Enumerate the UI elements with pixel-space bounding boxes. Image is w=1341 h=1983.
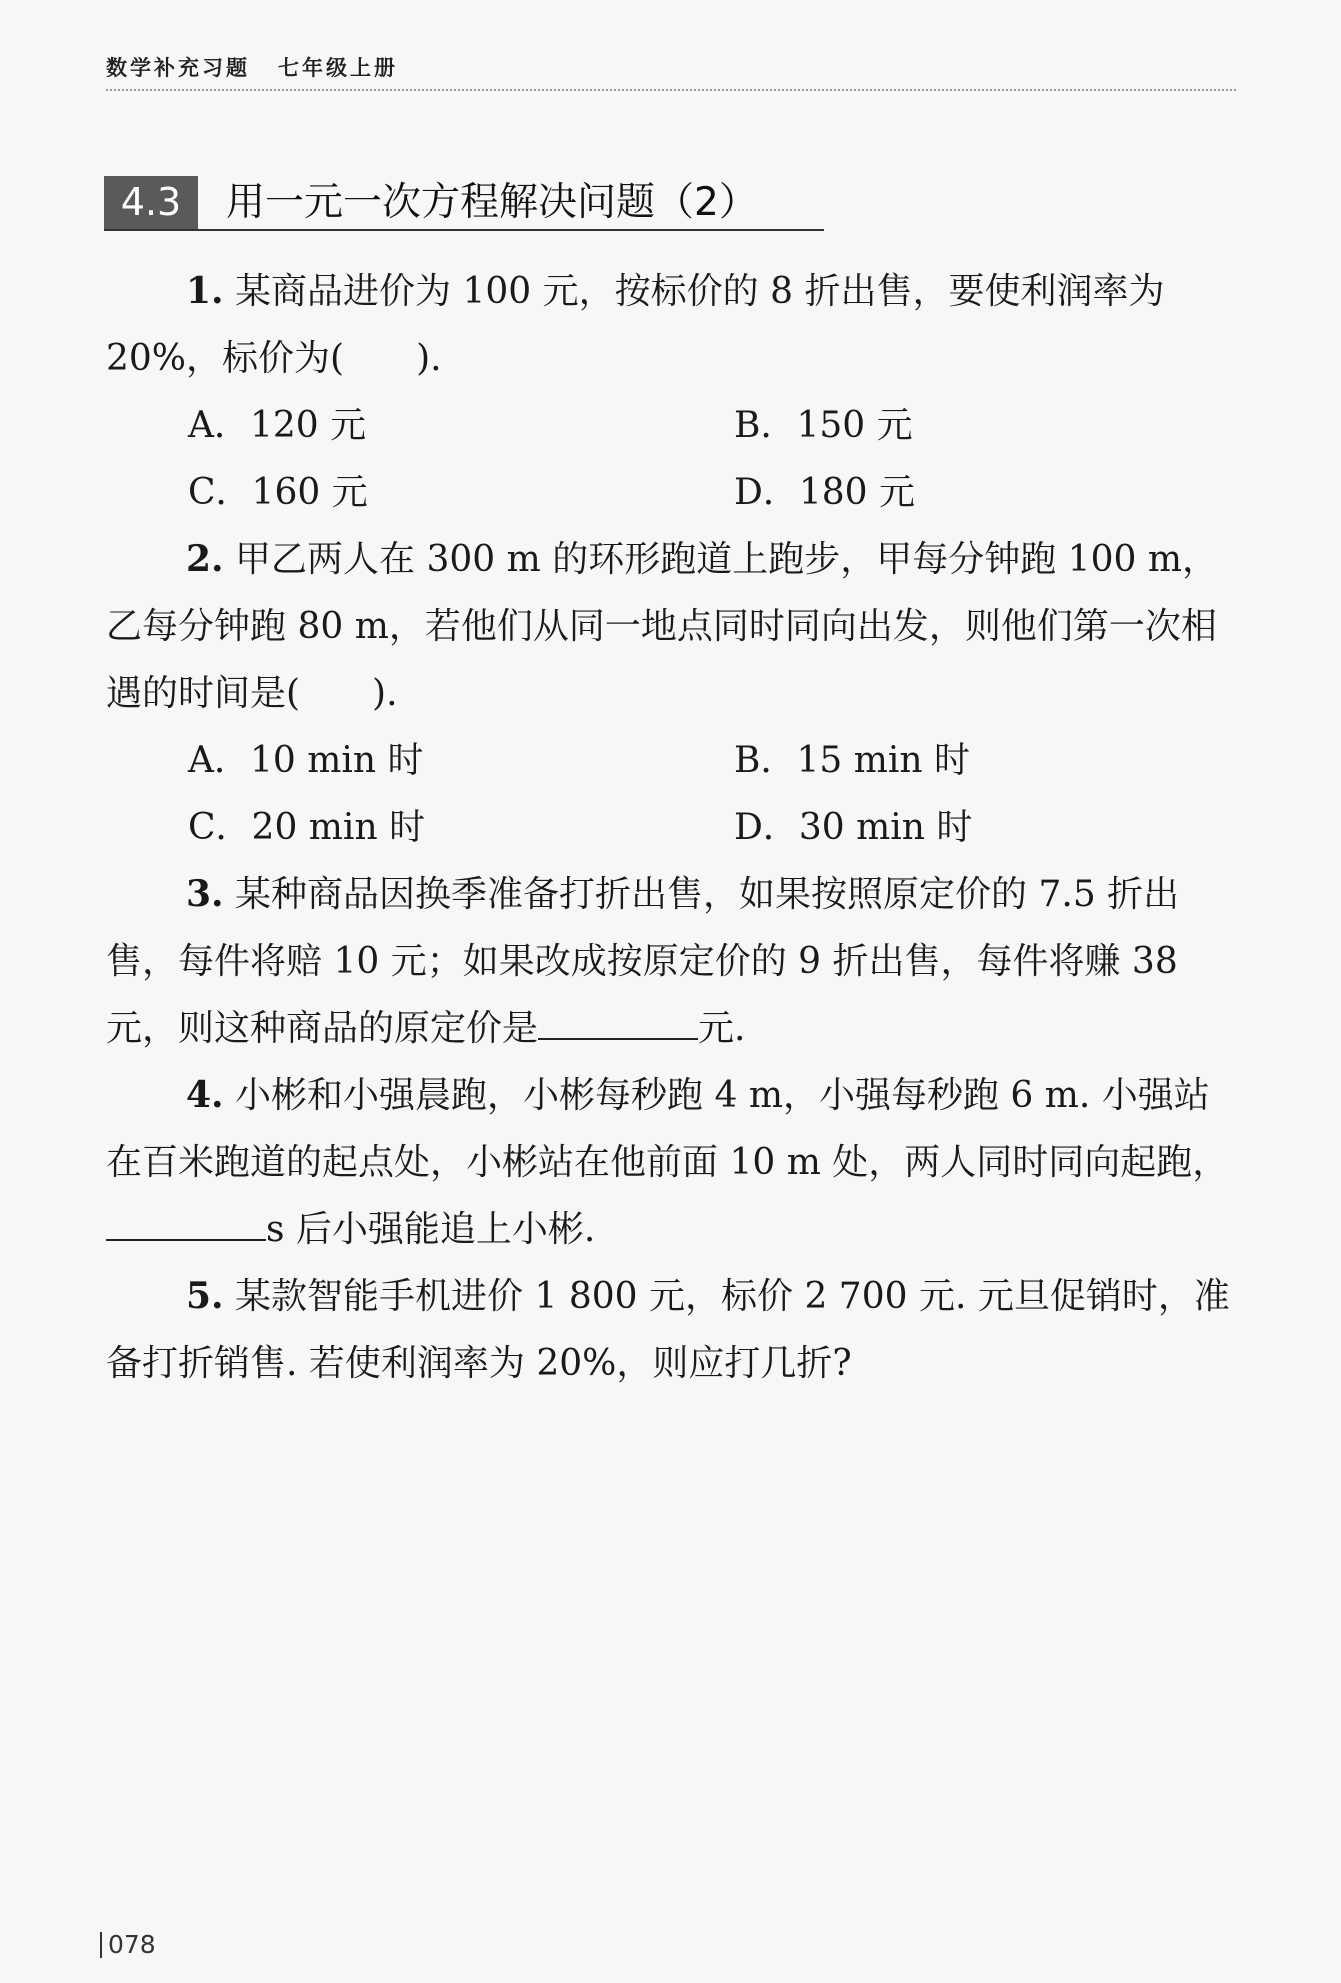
section-heading bbox=[104, 176, 824, 232]
options-row bbox=[106, 727, 1236, 794]
option-c: C．160 元 bbox=[188, 472, 368, 513]
question-2 bbox=[106, 526, 1236, 727]
header-dotted-rule bbox=[106, 89, 1236, 91]
option-d: D．30 min 时 bbox=[734, 807, 973, 848]
question-text-end: s 后小强能追上小彬. bbox=[266, 1209, 596, 1250]
option-c: C．20 min 时 bbox=[188, 807, 426, 848]
page-number: 078 bbox=[100, 1932, 156, 1958]
section-underline bbox=[104, 229, 824, 231]
question-1 bbox=[106, 258, 1236, 392]
exercise-list bbox=[106, 258, 1236, 1397]
answer-blank[interactable] bbox=[538, 998, 698, 1040]
options-row bbox=[106, 392, 1236, 459]
option-b: B．15 min 时 bbox=[734, 740, 970, 781]
question-text: 甲乙两人在 300 m 的环形跑道上跑步，甲每分钟跑 100 m，乙每分钟跑 80 m，若他们从同一地点同时同向出发，则他们第一次相遇的时间是( bbox=[106, 539, 1218, 714]
question-text-end: 元. bbox=[698, 1008, 746, 1049]
question-number: 4. bbox=[186, 1074, 224, 1116]
question-text-end: ). bbox=[416, 338, 442, 379]
question-number: 5. bbox=[186, 1275, 224, 1317]
options-row bbox=[106, 794, 1236, 861]
question-text: 某种商品因换季准备打折出售，如果按照原定价的 7.5 折出售，每件将赔 10 元；如果改成按原定价的 9 折出售，每件将赚 38 元，则这种商品的原定价是 bbox=[106, 874, 1180, 1049]
question-text: 某款智能手机进价 1 800 元，标价 2 700 元. 元旦促销时，准备打折销售. 若使利润率为 20%，则应打几折? bbox=[106, 1276, 1230, 1384]
question-text: 小彬和小强晨跑，小彬每秒跑 4 m，小强每秒跑 6 m. 小强站在百米跑道的起点处，小彬站在他前面 10 m 处，两人同时同向起跑， bbox=[106, 1075, 1229, 1183]
option-a: A．120 元 bbox=[188, 405, 367, 446]
option-d: D．180 元 bbox=[734, 472, 916, 513]
question-4 bbox=[106, 1062, 1236, 1263]
running-header bbox=[106, 52, 398, 82]
question-3 bbox=[106, 861, 1236, 1062]
question-number: 2. bbox=[186, 538, 224, 580]
book-title: 数学补充习题 bbox=[106, 56, 250, 80]
option-b: B．150 元 bbox=[734, 405, 913, 446]
question-5 bbox=[106, 1263, 1236, 1397]
section-title: 用一元一次方程解决问题（2） bbox=[226, 180, 758, 225]
question-number: 3. bbox=[186, 873, 224, 915]
option-a: A．10 min 时 bbox=[188, 740, 424, 781]
grade-label: 七年级上册 bbox=[278, 56, 398, 80]
answer-blank[interactable] bbox=[106, 1199, 266, 1241]
question-text: 某商品进价为 100 元，按标价的 8 折出售，要使利润率为 20%，标价为( bbox=[106, 271, 1165, 379]
section-number-badge: 4.3 bbox=[104, 176, 198, 229]
options-row bbox=[106, 459, 1236, 526]
question-number: 1. bbox=[186, 270, 224, 312]
question-text-end: ). bbox=[372, 673, 398, 714]
